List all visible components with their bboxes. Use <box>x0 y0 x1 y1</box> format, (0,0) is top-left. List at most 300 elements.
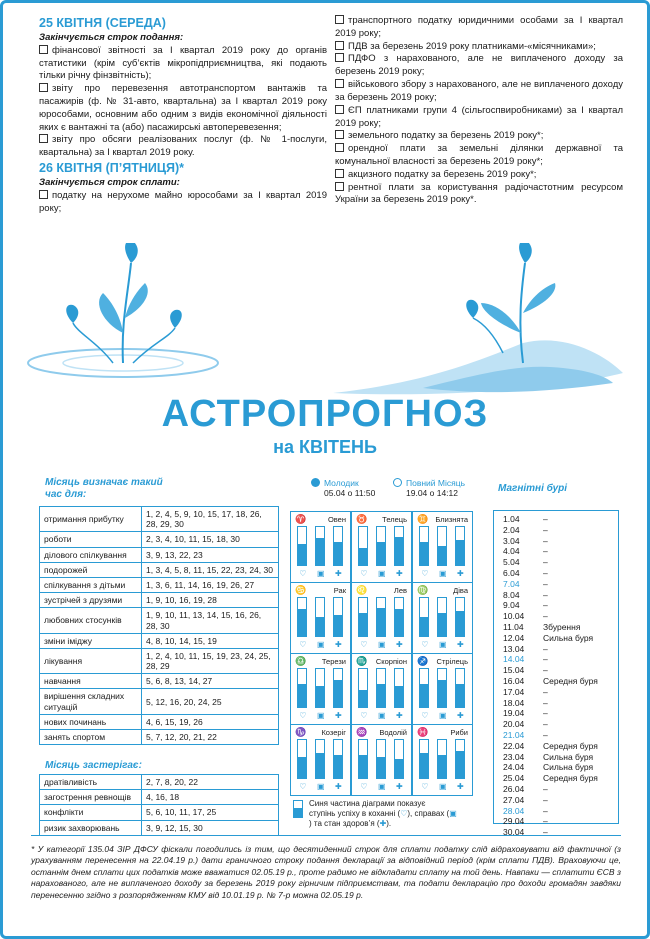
health-icon: ✚ <box>396 711 403 720</box>
magnetic-status: – <box>543 665 548 676</box>
briefcase-icon: ▣ <box>438 569 447 578</box>
health-icon: ✚ <box>335 711 342 720</box>
magnetic-date: 20.04 <box>503 719 525 730</box>
magnetic-status: – <box>543 600 548 611</box>
zodiac-bar-love <box>297 597 307 637</box>
item-text: ЄП платниками групи 4 (сільгоспвиробниками) за I квартал 2019 року; <box>335 104 623 129</box>
list-item <box>39 45 327 83</box>
zodiac-cell <box>412 511 473 583</box>
magnetic-date: 6.04 <box>503 567 520 578</box>
zodiac-bar-health <box>333 668 343 708</box>
list-item <box>335 15 623 41</box>
row-dates: 1, 9, 10, 16, 19, 28 <box>142 593 279 608</box>
row-label: лікування <box>40 648 142 673</box>
zodiac-category-icons <box>355 640 408 650</box>
checkbox[interactable] <box>335 105 344 114</box>
zodiac-bar-health <box>394 526 404 566</box>
item-text: військового збору з нарахованого, але не виплаченого доходу за березень 2019 року; <box>335 79 623 103</box>
heart-icon: ♡ <box>360 782 368 791</box>
row-label: любовних стосунків <box>40 608 142 633</box>
health-icon: ✚ <box>457 640 464 649</box>
magnetic-status: Сильна буря <box>543 751 594 762</box>
zodiac-bar-fill <box>377 608 385 637</box>
magnetic-status: – <box>543 535 548 546</box>
heart-icon: ♡ <box>421 569 429 578</box>
magnetic-row <box>503 784 598 795</box>
heart-icon: ♡ <box>299 569 307 578</box>
zodiac-bar-work <box>315 526 325 566</box>
row-dates: 1, 3, 4, 5, 8, 11, 15, 22, 23, 24, 30 <box>142 562 279 577</box>
zodiac-bar-love <box>297 668 307 708</box>
date-heading-25: 25 КВІТНЯ (СЕРЕДА) <box>39 16 166 30</box>
magnetic-date: 7.04 <box>503 578 520 589</box>
legend-text: Синя частина діаграми показує <box>309 799 426 808</box>
table-row <box>40 577 279 592</box>
zodiac-cell <box>351 582 412 654</box>
zodiac-bar-fill <box>395 759 403 778</box>
zodiac-bar-fill <box>395 609 403 636</box>
item-text: акцизного податку за березень 2019 року*; <box>348 168 537 180</box>
zodiac-name: Близнята <box>435 515 468 524</box>
table-row <box>40 633 279 648</box>
briefcase-icon: ▣ <box>316 711 325 720</box>
new-moon-legend <box>311 478 375 498</box>
health-icon: ✚ <box>396 569 403 578</box>
zodiac-cell <box>290 724 351 796</box>
zodiac-bar-fill <box>456 684 464 707</box>
zodiac-name: Водолій <box>379 728 407 737</box>
row-dates: 4, 6, 15, 19, 26 <box>142 714 279 729</box>
health-icon: ✚ <box>457 569 464 578</box>
magnetic-row <box>503 676 598 687</box>
magnetic-row <box>503 795 598 806</box>
checkbox[interactable] <box>335 41 344 50</box>
item-text: звіту про перевезення автотранспортом вантажів та пасажирів (ф. № 31-авто, квартальна) за I квартал 2019 року юрособами, основним або одним з видів економічної діяльності яких є вантажні та (або) пасажирські автоперевезення; <box>39 83 327 133</box>
row-dates: 3, 9, 13, 22, 23 <box>142 547 279 562</box>
zodiac-bar-work <box>376 597 386 637</box>
zodiac-bar-work <box>437 668 447 708</box>
magnetic-row <box>503 654 598 665</box>
health-icon: ✚ <box>379 819 387 828</box>
row-label: ділового спілкування <box>40 547 142 562</box>
zodiac-bar-fill <box>334 542 342 565</box>
new-moon-value: 05.04 о 11:50 <box>324 488 376 498</box>
magnetic-status: – <box>543 805 548 816</box>
zodiac-bar-fill <box>334 680 342 707</box>
magnetic-status: Сильна буря <box>543 632 594 643</box>
item-text: транспортного податку юридичними особами за I квартал 2019 року; <box>335 15 623 39</box>
zodiac-bar-fill <box>420 542 428 565</box>
table-row <box>40 790 279 805</box>
list-item <box>39 134 327 160</box>
magnetic-date: 13.04 <box>503 643 525 654</box>
full-moon-icon <box>393 478 402 487</box>
zodiac-bar-love <box>297 739 307 779</box>
list-item <box>335 130 623 143</box>
list-item <box>335 143 623 169</box>
magnetic-row <box>503 816 598 827</box>
magnetic-date: 15.04 <box>503 665 525 676</box>
magnetic-status: – <box>543 816 548 827</box>
table-row <box>40 532 279 547</box>
briefcase-icon: ▣ <box>316 569 325 578</box>
briefcase-icon: ▣ <box>316 640 325 649</box>
magnetic-row <box>503 579 598 590</box>
row-dates: 1, 3, 6, 11, 14, 16, 19, 26, 27 <box>142 577 279 592</box>
table-row <box>40 730 279 745</box>
row-label: вирішення складних ситуацій <box>40 689 142 714</box>
table-row <box>40 562 279 577</box>
health-icon: ✚ <box>457 782 464 791</box>
virgo-icon: ♍ <box>417 585 429 595</box>
zodiac-bar-work <box>437 739 447 779</box>
magnetic-row <box>503 536 598 547</box>
zodiac-bar-fill <box>359 755 367 778</box>
magnetic-row <box>503 773 598 784</box>
zodiac-category-icons <box>355 782 408 792</box>
zodiac-bar-love <box>419 668 429 708</box>
checkbox[interactable] <box>335 169 344 178</box>
magnetic-date: 25.04 <box>503 773 525 784</box>
magnetic-date: 16.04 <box>503 675 525 686</box>
zodiac-bar-fill <box>334 755 342 778</box>
magnetic-row <box>503 806 598 817</box>
checkbox[interactable] <box>39 45 48 54</box>
magnetic-date: 28.04 <box>503 805 525 816</box>
item-text: звіту про обсяги реалізованих послуг (ф. № 1-послуги, квартальна) за I квартал 2019 року. <box>39 134 327 159</box>
magnetic-status: – <box>543 514 548 524</box>
lion-icon: ♌ <box>356 585 368 595</box>
zodiac-bar-fill <box>316 753 324 778</box>
item-text: ПДВ за березень 2019 року платниками-«місячниками»; <box>348 40 596 52</box>
zodiac-category-icons <box>416 711 469 721</box>
table-row <box>40 593 279 608</box>
row-dates: 5, 7, 12, 20, 21, 22 <box>142 730 279 745</box>
row-dates: 1, 2, 4, 5, 9, 10, 15, 17, 18, 26, 28, 29, 30 <box>142 507 279 532</box>
magnetic-status: – <box>543 567 548 578</box>
row-label: нових починань <box>40 714 142 729</box>
good-time-label: Місяць визначає такий час для: <box>45 477 163 500</box>
legend-text: ). <box>386 819 392 828</box>
table-row <box>40 689 279 714</box>
magnetic-row <box>503 590 598 601</box>
magnetic-date: 26.04 <box>503 783 525 794</box>
checkbox[interactable] <box>335 79 344 88</box>
magnetic-status: – <box>543 654 548 665</box>
item-text: рентної плати за користування радіочастотним ресурсом України за березень 2019 року*. <box>335 181 623 206</box>
magnetic-row <box>503 698 598 709</box>
zodiac-bar-health <box>333 597 343 637</box>
full-moon-value: 19.04 о 14:12 <box>406 488 458 498</box>
heart-icon: ♡ <box>400 809 408 818</box>
heart-icon: ♡ <box>360 569 368 578</box>
zodiac-bar-health <box>394 597 404 637</box>
checkbox[interactable] <box>335 130 344 139</box>
zodiac-bar-work <box>315 739 325 779</box>
full-moon-label: Повний Місяць <box>406 478 466 488</box>
goat-icon: ♑ <box>295 727 307 737</box>
zodiac-category-icons <box>416 640 469 650</box>
magnetic-status: – <box>543 708 548 719</box>
scales-icon: ♎ <box>295 656 307 666</box>
checkbox[interactable] <box>39 190 48 199</box>
zodiac-bar-health <box>455 668 465 708</box>
magnetic-title: Магнітні бурі <box>498 483 568 494</box>
magnetic-status: Середня буря <box>543 773 598 784</box>
magnetic-row <box>503 665 598 676</box>
magnetic-date: 17.04 <box>503 686 525 697</box>
magnetic-status: – <box>543 643 548 654</box>
zodiac-cell <box>290 653 351 725</box>
checkbox[interactable] <box>335 182 344 191</box>
zodiac-bar-health <box>333 739 343 779</box>
zodiac-bar-work <box>376 526 386 566</box>
zodiac-category-icons <box>294 640 347 650</box>
row-label: спілкування з дітьми <box>40 577 142 592</box>
twins-icon: ♊ <box>417 514 429 524</box>
row-dates: 5, 6, 8, 13, 14, 27 <box>142 674 279 689</box>
zodiac-cell <box>290 582 351 654</box>
list-item <box>335 169 623 182</box>
zodiac-cell <box>412 653 473 725</box>
row-dates: 5, 12, 16, 20, 24, 25 <box>142 689 279 714</box>
scorpion-icon: ♏ <box>356 656 368 666</box>
deadline-subheading: Закінчується строк подання: <box>39 31 184 43</box>
magnetic-status: – <box>543 524 548 535</box>
zodiac-category-icons <box>294 569 347 579</box>
magnetic-status: – <box>543 578 548 589</box>
magnetic-status: – <box>543 719 548 730</box>
magnetic-date: 9.04 <box>503 600 520 611</box>
zodiac-bar-love <box>358 739 368 779</box>
magnetic-row <box>503 514 598 525</box>
zodiac-bar-fill <box>377 684 385 707</box>
zodiac-cell <box>412 724 473 796</box>
zodiac-legend <box>293 799 483 829</box>
magnetic-list <box>503 514 598 838</box>
magnetic-status: Середня буря <box>543 675 598 686</box>
briefcase-icon: ▣ <box>377 711 386 720</box>
zodiac-bar-health <box>394 668 404 708</box>
zodiac-name: Лев <box>393 586 407 595</box>
row-dates: 4, 16, 18 <box>142 790 279 805</box>
magnetic-row <box>503 730 598 741</box>
zodiac-bar-fill <box>316 686 324 707</box>
zodiac-bar-fill <box>438 680 446 707</box>
page-title: АСТРОПРОГНОЗ <box>161 393 489 435</box>
list-item <box>335 79 623 105</box>
new-moon-icon <box>311 478 320 487</box>
table-row <box>40 775 279 790</box>
archer-icon: ♐ <box>417 656 429 666</box>
fish-icon: ♓ <box>417 727 429 737</box>
magnetic-status: – <box>543 827 548 838</box>
zodiac-category-icons <box>416 569 469 579</box>
magnetic-row <box>503 687 598 698</box>
magnetic-row <box>503 611 598 622</box>
zodiac-bar-fill <box>395 537 403 566</box>
zodiac-cell <box>351 511 412 583</box>
row-dates: 2, 7, 8, 20, 22 <box>142 775 279 790</box>
list-item <box>39 190 327 216</box>
heart-icon: ♡ <box>421 640 429 649</box>
magnetic-status: – <box>543 794 548 805</box>
row-dates: 1, 9, 10, 11, 13, 14, 15, 16, 26, 28, 30 <box>142 608 279 633</box>
zodiac-bar-fill <box>316 617 324 636</box>
zodiac-name: Терези <box>321 657 346 666</box>
zodiac-bar-fill <box>298 609 306 636</box>
zodiac-bar-fill <box>298 757 306 778</box>
zodiac-bar-fill <box>438 546 446 565</box>
magnetic-date: 5.04 <box>503 557 520 568</box>
payment-subheading: Закінчується строк сплати: <box>39 176 180 188</box>
row-dates: 5, 6, 10, 11, 17, 25 <box>142 805 279 820</box>
zodiac-bar-fill <box>298 544 306 565</box>
zodiac-bar-fill <box>420 617 428 636</box>
magnetic-status: Середня буря <box>543 740 598 751</box>
zodiac-bar-fill <box>420 684 428 707</box>
magnetic-row <box>503 633 598 644</box>
zodiac-category-icons <box>294 711 347 721</box>
zodiac-bar-love <box>297 526 307 566</box>
left-column <box>39 15 327 215</box>
item-text: земельного податку за березень 2019 року*; <box>348 130 544 142</box>
zodiac-bar-health <box>455 597 465 637</box>
checkbox[interactable] <box>335 53 344 62</box>
checkbox[interactable] <box>335 15 344 24</box>
health-icon: ✚ <box>396 782 403 791</box>
date-heading-26: 26 КВІТНЯ (П’ЯТНИЦЯ)* <box>39 161 185 175</box>
zodiac-bar-health <box>455 739 465 779</box>
magnetic-status: Збурення <box>543 621 581 632</box>
zodiac-bar-love <box>358 597 368 637</box>
magnetic-date: 19.04 <box>503 708 525 719</box>
row-label: конфлікти <box>40 805 142 820</box>
zodiac-name: Діва <box>453 586 468 595</box>
zodiac-bar-fill <box>359 548 367 565</box>
magnetic-status: – <box>543 686 548 697</box>
zodiac-bar-work <box>315 668 325 708</box>
heart-icon: ♡ <box>299 782 307 791</box>
zodiac-bar-fill <box>377 542 385 565</box>
magnetic-row <box>503 568 598 579</box>
zodiac-bar-work <box>437 597 447 637</box>
zodiac-bar-fill <box>359 613 367 636</box>
table-row <box>40 547 279 562</box>
row-label: подорожей <box>40 562 142 577</box>
briefcase-icon: ▣ <box>438 640 447 649</box>
zodiac-cell <box>290 511 351 583</box>
right-column <box>335 15 623 207</box>
new-moon-label: Молодик <box>324 478 359 488</box>
zodiac-bar-love <box>419 739 429 779</box>
zodiac-bar-love <box>358 668 368 708</box>
table-row <box>40 648 279 673</box>
checkbox[interactable] <box>335 143 344 152</box>
flower-decoration <box>3 243 647 413</box>
table-row <box>40 714 279 729</box>
magnetic-status: – <box>543 557 548 568</box>
briefcase-icon: ▣ <box>316 782 325 791</box>
magnetic-date: 11.04 <box>503 621 524 632</box>
magnetic-status: Сильна буря <box>543 762 594 773</box>
checkbox[interactable] <box>39 83 48 92</box>
footnote: * У категорії 135.04 ЗІР ДФСУ фіскали погодились із тим, що десятиденний строк для сплати податку слід відраховувати від фактичної (з урахуванням перенесення на 22.04.19 р.) дати граничного строку подання декларації за відповідний період (крім сплати ПДВ). Враховуючи це, останнім днем сплати цих податків може вважатися 02.05.19 р., проте радимо не відкладати сплату на той день. Навпаки — сплатити ЄСВ з нарахованого, але не виплаченого доходу за березень 2019 року гірничим підприємствам, та подати декларацію про доходи громадян завдяки перенесенню згідно з розпорядженням КМУ від 10.01.19 р. № 7-р можна 02.05.19 р. <box>31 835 621 901</box>
magnetic-row <box>503 622 598 633</box>
row-dates: 3, 9, 12, 15, 30 <box>142 820 279 835</box>
magnetic-row <box>503 546 598 557</box>
health-icon: ✚ <box>335 640 342 649</box>
health-icon: ✚ <box>335 782 342 791</box>
magnetic-row <box>503 708 598 719</box>
ram-icon: ♈ <box>295 514 307 524</box>
briefcase-icon: ▣ <box>438 711 447 720</box>
good-time-table <box>39 506 279 745</box>
magnetic-row <box>503 719 598 730</box>
legend-text: ) та стан здоров’я ( <box>309 819 380 828</box>
full-moon-legend <box>393 478 465 498</box>
page-subtitle: на КВІТЕНЬ <box>273 437 377 457</box>
zodiac-bar-fill <box>298 684 306 707</box>
zodiac-bar-love <box>419 597 429 637</box>
row-label: отримання прибутку <box>40 507 142 532</box>
table-row <box>40 507 279 532</box>
heart-icon: ♡ <box>421 711 429 720</box>
crab-icon: ♋ <box>295 585 307 595</box>
row-label: навчання <box>40 674 142 689</box>
magnetic-date: 22.04 <box>503 740 525 751</box>
warn-table <box>39 774 279 836</box>
table-row <box>40 805 279 820</box>
briefcase-icon: ▣ <box>438 782 447 791</box>
zodiac-bar-health <box>394 739 404 779</box>
briefcase-icon: ▣ <box>377 569 386 578</box>
row-label: зустрічей з друзями <box>40 593 142 608</box>
row-label: загострення ревнощів <box>40 790 142 805</box>
magnetic-date: 21.04 <box>503 729 525 740</box>
item-text: фінансової звітності за I квартал 2019 року до органів статистики (крім суб’єктів мікропідприємництва, які подають тільки річну фінзвітність); <box>39 44 327 82</box>
zodiac-bar-fill <box>377 757 385 778</box>
zodiac-category-icons <box>355 569 408 579</box>
list-item <box>335 53 623 79</box>
row-label: роботи <box>40 532 142 547</box>
zodiac-bar-fill <box>359 690 367 707</box>
table-row <box>40 820 279 835</box>
magnetic-date: 8.04 <box>503 589 520 600</box>
row-dates: 1, 2, 4, 10, 11, 15, 19, 23, 24, 25, 28, 29 <box>142 648 279 673</box>
magnetic-status: – <box>543 546 548 557</box>
magnetic-date: 4.04 <box>503 546 520 557</box>
zodiac-cell <box>351 724 412 796</box>
magnetic-date: 14.04 <box>503 654 525 665</box>
zodiac-category-icons <box>294 782 347 792</box>
zodiac-bar-fill <box>334 615 342 636</box>
magnetic-status: – <box>543 589 548 600</box>
row-label: занять спортом <box>40 730 142 745</box>
magnetic-date: 1.04 <box>503 514 520 524</box>
zodiac-cell <box>351 653 412 725</box>
magnetic-date: 12.04 <box>503 632 525 643</box>
list-item <box>39 83 327 134</box>
item-text: орендної плати за земельні ділянки державної та комунальної власності за березень 2019 року*; <box>335 143 623 167</box>
zodiac-category-icons <box>355 711 408 721</box>
magnetic-row <box>503 752 598 763</box>
legend-swatch <box>293 800 303 818</box>
zodiac-name: Стрілець <box>436 657 468 666</box>
table-row <box>40 674 279 689</box>
zodiac-cell <box>412 582 473 654</box>
checkbox[interactable] <box>39 134 48 143</box>
